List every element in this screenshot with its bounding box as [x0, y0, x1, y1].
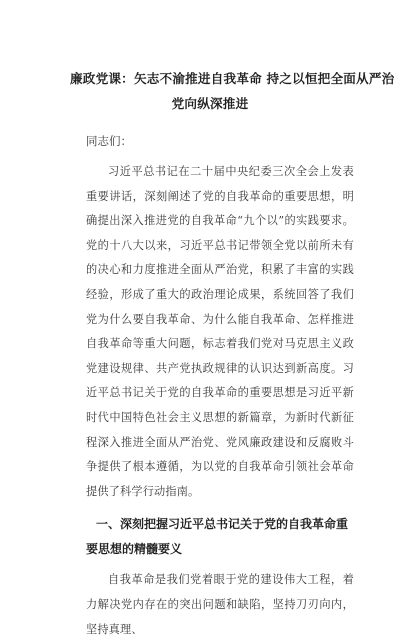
document-title-line1: 廉政党课：矢志不渝推进自我革命 持之以恒把全面从严治 — [70, 71, 395, 86]
document-title-line2: 党向纵深推进 — [171, 96, 249, 111]
body-paragraph-intro: 习近平总书记在二十届中央纪委三次全会上发表重要讲话，深刻阐述了党的自我革命的重要思想，明确提出深入推进党的自我革命“九个以”的实践要求。党的十八大以来，习近平总书记带领全党以前所未有的决心和力度推进全面从严治党，积累了丰富的实践经验，形成了重大的政治理论成果，系统回答了我们党为什么要自我革命、为什么能自我革命、怎样推进自我革命等重大问题，标志着我们党对马克思主义政党建设规律、共产党执政规律的认识达到新高度。习近平总书记关于党的自我革命的重要思想是习近平新时代中国特色社会主义思想的新篇章，为新时代新征程深入推进全面从严治党、党风廉政建设和反腐败斗争提供了根本遵循，为以党的自我革命引领社会革命提供了科学行动指南。 — [86, 165, 354, 498]
body-paragraph-section-1: 自我革命是我们党着眼于党的建设伟大工程，着力解决党内存在的突出问题和缺陷，坚持刀刃向内，坚持真理、 — [86, 573, 354, 636]
document-title — [66, 66, 395, 116]
section-heading-1: 一、深刻把握习近平总书记关于党的自我革命重要思想的精髓要义 — [86, 517, 349, 557]
salutation: 同志们： — [86, 134, 132, 148]
